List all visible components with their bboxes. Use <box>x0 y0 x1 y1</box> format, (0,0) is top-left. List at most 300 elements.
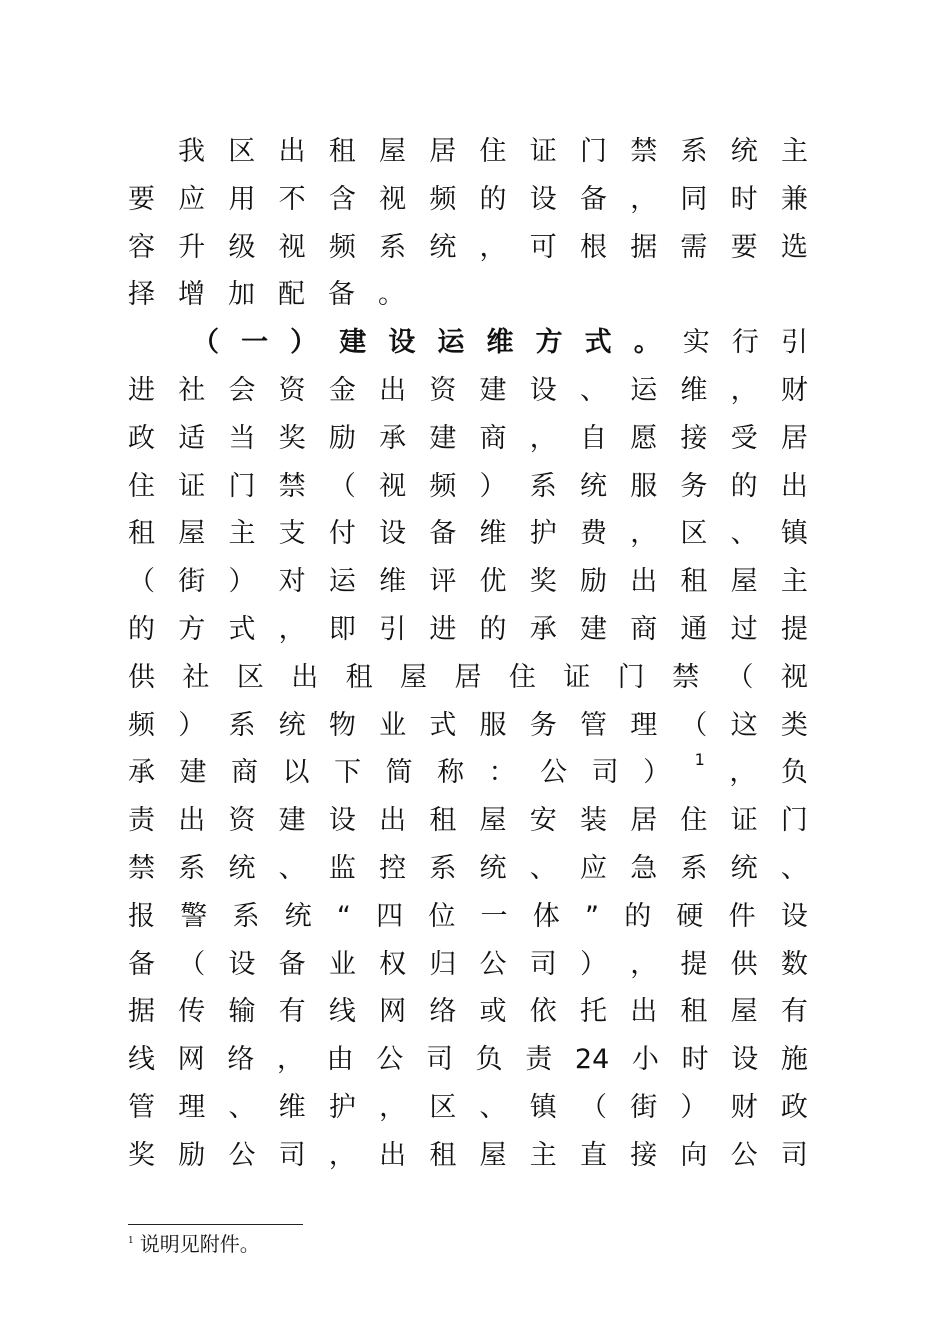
text-char: 权 <box>379 948 407 980</box>
text-char: 公 <box>540 757 568 789</box>
text-char: 有 <box>780 996 808 1028</box>
text-char: 、 <box>278 852 306 884</box>
text-char: 租 <box>680 566 708 598</box>
text-char: 门 <box>617 661 645 693</box>
text-char: ， <box>276 1044 304 1076</box>
text-line <box>128 1132 808 1180</box>
text-char: 备 <box>579 183 607 215</box>
text-line <box>128 463 808 511</box>
text-char: 社 <box>178 374 206 406</box>
heading-line-rest-char: 行 <box>731 327 759 359</box>
text-char: 物 <box>328 709 356 741</box>
text-char: 租 <box>429 805 457 837</box>
text-char: 硬 <box>676 900 704 932</box>
text-line <box>128 845 808 893</box>
text-char: 归 <box>429 948 457 980</box>
text-char: 禁 <box>128 852 155 884</box>
text-char: 评 <box>429 566 457 598</box>
text-char: 警 <box>180 900 208 932</box>
text-char: 当 <box>228 422 256 454</box>
text-char: 接 <box>680 422 708 454</box>
text-char: 设 <box>731 1044 759 1076</box>
text-char: 司 <box>425 1044 453 1076</box>
text-char: 维 <box>479 518 507 550</box>
text-char: 屋 <box>479 1139 507 1171</box>
text-char: （ <box>726 661 754 693</box>
text-char: 屋 <box>730 566 758 598</box>
text-line <box>128 1084 808 1132</box>
section-heading-char: 一 <box>241 327 269 359</box>
text-char: 出 <box>630 996 658 1028</box>
text-char: 系 <box>178 852 206 884</box>
text-char: 统 <box>429 231 457 263</box>
text-char: 管 <box>128 1091 155 1123</box>
text-char: 频 <box>328 231 356 263</box>
text-char: 系 <box>232 900 260 932</box>
text-char: 装 <box>579 805 607 837</box>
text-char: 这 <box>730 709 758 741</box>
text-char: 资 <box>228 805 256 837</box>
text-char: 统 <box>579 470 607 502</box>
text-char: 依 <box>529 996 557 1028</box>
text-char: 政 <box>780 1091 808 1123</box>
text-char: 承 <box>379 422 407 454</box>
text-char: ， <box>729 757 757 789</box>
text-char: 出 <box>379 805 407 837</box>
text-char: 提 <box>680 948 708 980</box>
text-char: 镇 <box>529 1091 557 1123</box>
text-char: 奖 <box>128 1139 155 1171</box>
text-char: 根 <box>579 231 607 263</box>
text-char: 进 <box>128 374 155 406</box>
text-char: 频 <box>429 183 457 215</box>
text-char: 护 <box>328 1091 356 1123</box>
text-char: 择 <box>128 279 155 311</box>
text-char: 出 <box>178 805 206 837</box>
text-char: 备 <box>429 518 457 550</box>
text-char: 街 <box>630 1091 658 1123</box>
text-char: 统 <box>284 900 312 932</box>
text-char: 施 <box>780 1044 808 1076</box>
text-char: 系 <box>429 852 457 884</box>
text-char: 务 <box>680 470 708 502</box>
text-char: 四 <box>376 900 404 932</box>
text-char: 设 <box>228 948 256 980</box>
text-char: 建 <box>278 805 306 837</box>
text-char: 监 <box>328 852 356 884</box>
text-char: ， <box>630 518 658 550</box>
text-char: 责 <box>128 805 155 837</box>
text-char: 司 <box>591 757 619 789</box>
text-char: 镇 <box>780 518 808 550</box>
text-char: 街 <box>178 566 206 598</box>
text-char: 用 <box>228 183 256 215</box>
text-char: 急 <box>630 852 658 884</box>
text-line <box>128 271 808 319</box>
text-char: 24 <box>574 1044 610 1076</box>
text-char: 据 <box>630 231 658 263</box>
text-char: 位 <box>428 900 456 932</box>
text-char: 租 <box>345 661 373 693</box>
text-char: 主 <box>780 566 808 598</box>
text-char: 式 <box>429 709 457 741</box>
text-char: 租 <box>680 996 708 1028</box>
text-char: 司 <box>278 1139 306 1171</box>
text-line <box>128 415 808 463</box>
text-char: 级 <box>228 231 256 263</box>
text-char: 资 <box>429 374 457 406</box>
text-char: 系 <box>680 136 708 167</box>
text-char: 络 <box>227 1044 255 1076</box>
text-char: 主 <box>781 136 808 167</box>
text-char: 门 <box>228 470 256 502</box>
text-char: 励 <box>178 1139 206 1171</box>
heading-line-rest-char: 实 <box>682 327 710 359</box>
text-char: 系 <box>379 231 407 263</box>
text-char: 社 <box>182 661 210 693</box>
text-char: 的 <box>128 613 155 645</box>
text-char: 屋 <box>178 518 206 550</box>
text-char: 区 <box>429 1091 457 1123</box>
text-char: （ <box>579 1091 607 1123</box>
text-char: 出 <box>630 566 658 598</box>
text-char: 设 <box>379 518 407 550</box>
text-char: 络 <box>429 996 457 1028</box>
text-char: 屋 <box>379 136 406 167</box>
text-char: 责 <box>525 1044 553 1076</box>
text-char: 设 <box>529 183 557 215</box>
text-char: 统 <box>730 136 758 167</box>
text-char: 租 <box>429 1139 457 1171</box>
text-line <box>128 510 808 558</box>
text-char: 励 <box>579 566 607 598</box>
text-char: 设 <box>529 374 557 406</box>
text-char: 备 <box>278 948 306 980</box>
text-char: 、 <box>730 518 758 550</box>
text-char: 。 <box>378 279 405 311</box>
text-char: 安 <box>529 805 557 837</box>
text-char: 接 <box>630 1139 658 1171</box>
text-char: 对 <box>278 566 306 598</box>
text-char: 会 <box>228 374 256 406</box>
text-char: 应 <box>178 183 206 215</box>
text-char: 禁 <box>630 136 658 167</box>
text-line <box>128 1036 808 1084</box>
text-char: 住 <box>508 661 536 693</box>
text-char: ， <box>529 422 557 454</box>
text-char: ， <box>630 183 658 215</box>
section-heading-char: 方 <box>535 327 563 359</box>
text-char: 建 <box>429 422 457 454</box>
text-char: 引 <box>379 613 407 645</box>
text-char: 管 <box>579 709 607 741</box>
text-char: 一 <box>480 900 508 932</box>
text-char: 的 <box>479 613 507 645</box>
text-char: 统 <box>730 852 758 884</box>
text-char: 网 <box>177 1044 205 1076</box>
text-char: （ <box>328 470 356 502</box>
text-char: 数 <box>780 948 808 980</box>
text-char: 托 <box>579 996 607 1028</box>
text-char: 屋 <box>479 805 507 837</box>
text-char: 据 <box>128 996 155 1028</box>
text-char: 区 <box>228 136 256 167</box>
section-heading-char: ） <box>290 327 318 359</box>
text-char: 屋 <box>730 996 758 1028</box>
text-char: 视 <box>780 661 808 693</box>
text-char: 报 <box>128 900 155 932</box>
text-char: 类 <box>780 709 808 741</box>
text-char: 门 <box>580 136 607 167</box>
text-char: 出 <box>379 1139 407 1171</box>
text-char: ， <box>630 948 658 980</box>
text-char: 小 <box>631 1044 659 1076</box>
text-char: 线 <box>328 996 356 1028</box>
text-char: 居 <box>630 805 658 837</box>
text-char: 理 <box>630 709 658 741</box>
text-char: 建 <box>179 757 207 789</box>
text-char: 要 <box>128 183 155 215</box>
text-line <box>128 367 808 415</box>
text-char: 增 <box>178 279 205 311</box>
text-char: 公 <box>228 1139 256 1171</box>
text-char: 直 <box>579 1139 607 1171</box>
section-heading-line <box>128 319 808 367</box>
text-char: 即 <box>328 613 356 645</box>
text-char: 资 <box>278 374 306 406</box>
text-char: 禁 <box>278 470 306 502</box>
text-char: 负 <box>780 757 808 789</box>
footnote <box>128 1231 260 1262</box>
section-heading-char: 。 <box>633 327 661 359</box>
text-char: 兼 <box>780 183 808 215</box>
text-char: 统 <box>479 852 507 884</box>
footnote-ref-line <box>128 749 808 797</box>
text-char: 租 <box>128 518 155 550</box>
text-char: ， <box>479 231 507 263</box>
text-char: 护 <box>529 518 557 550</box>
text-char: 住 <box>479 136 507 167</box>
text-char: 由 <box>326 1044 354 1076</box>
text-char: 证 <box>178 470 206 502</box>
text-char: 供 <box>730 948 758 980</box>
text-char: ” <box>584 900 599 932</box>
text-char: 适 <box>178 422 206 454</box>
text-char: 应 <box>579 852 607 884</box>
text-char: 线 <box>128 1044 155 1076</box>
text-char: 设 <box>780 900 808 932</box>
text-char: 、 <box>479 1091 507 1123</box>
text-char: 不 <box>278 183 306 215</box>
text-char: 务 <box>529 709 557 741</box>
text-char: “ <box>336 900 351 932</box>
text-char: 建 <box>579 613 607 645</box>
text-char: 付 <box>328 518 356 550</box>
footnote-mark: 1 <box>128 1236 134 1246</box>
text-char: 禁 <box>672 661 700 693</box>
text-line <box>128 606 808 654</box>
text-char: （ <box>128 566 155 598</box>
text-char: 称 <box>437 757 465 789</box>
section-heading-char: 维 <box>486 327 514 359</box>
text-char: 屋 <box>400 661 428 693</box>
text-char: 居 <box>780 422 808 454</box>
text-char: 频 <box>128 709 155 741</box>
text-char: 励 <box>328 422 356 454</box>
text-char: （ <box>178 948 206 980</box>
text-char: 证 <box>730 805 758 837</box>
text-char: 我 <box>178 136 205 167</box>
text-char: 时 <box>730 183 758 215</box>
section-heading-char: 设 <box>388 327 416 359</box>
text-char: 支 <box>278 518 306 550</box>
text-char: 的 <box>624 900 652 932</box>
text-char: 证 <box>563 661 591 693</box>
text-line <box>128 558 808 606</box>
text-char: 容 <box>128 231 155 263</box>
text-char: 公 <box>376 1044 404 1076</box>
text-char: 维 <box>379 566 407 598</box>
text-char: 方 <box>178 613 206 645</box>
text-char: 住 <box>680 805 708 837</box>
section-heading-char: 运 <box>437 327 465 359</box>
text-char: 商 <box>479 422 507 454</box>
text-char: 网 <box>379 996 407 1028</box>
text-char: 出 <box>780 470 808 502</box>
text-char: （ <box>680 709 708 741</box>
text-line <box>128 702 808 750</box>
text-char: 选 <box>780 231 808 263</box>
text-char: 视 <box>379 470 407 502</box>
text-char: 视 <box>278 231 306 263</box>
text-char: 以 <box>282 757 310 789</box>
text-char: 出 <box>291 661 319 693</box>
text-char: 体 <box>532 900 560 932</box>
text-char: 配 <box>278 279 305 311</box>
text-char: 件 <box>728 900 756 932</box>
text-char: 业 <box>379 709 407 741</box>
text-char: 出 <box>278 136 306 167</box>
text-char: 设 <box>328 805 356 837</box>
body-text <box>128 128 808 1180</box>
text-char: 简 <box>385 757 413 789</box>
text-char: 统 <box>278 709 306 741</box>
text-char: 居 <box>454 661 482 693</box>
text-char: 运 <box>630 374 658 406</box>
text-char: 商 <box>630 613 658 645</box>
footnote-text: 说明见附件。 <box>139 1232 260 1256</box>
text-char: ） <box>680 1091 708 1123</box>
text-line <box>128 128 808 176</box>
text-char: 承 <box>529 613 557 645</box>
text-char: 维 <box>680 374 708 406</box>
text-char: ， <box>379 1091 407 1123</box>
text-char: 出 <box>379 374 407 406</box>
text-char: 奖 <box>529 566 557 598</box>
text-char: 控 <box>379 852 407 884</box>
text-char: 维 <box>278 1091 306 1123</box>
section-heading-char: 式 <box>584 327 612 359</box>
text-char: 司 <box>780 1139 808 1171</box>
text-char: 优 <box>479 566 507 598</box>
text-line <box>128 893 808 941</box>
text-char: 有 <box>278 996 306 1028</box>
text-char: 财 <box>780 374 808 406</box>
text-char: 系 <box>529 470 557 502</box>
text-char: 司 <box>529 948 557 980</box>
text-char: ） <box>643 757 671 789</box>
text-char: 商 <box>231 757 259 789</box>
text-char: 公 <box>479 948 507 980</box>
text-char: ， <box>328 1139 356 1171</box>
text-char: 愿 <box>630 422 658 454</box>
text-char: 下 <box>334 757 362 789</box>
text-char: ： <box>488 757 516 789</box>
text-char: 服 <box>479 709 507 741</box>
text-char: 或 <box>479 996 507 1028</box>
text-char: 需 <box>680 231 708 263</box>
text-char: 可 <box>529 231 557 263</box>
text-line <box>128 797 808 845</box>
section-heading-char: （ <box>192 327 219 359</box>
text-char: 、 <box>529 852 557 884</box>
text-char: 业 <box>328 948 356 980</box>
text-char: 备 <box>328 279 355 311</box>
text-char: 过 <box>730 613 758 645</box>
text-char: 奖 <box>278 422 306 454</box>
text-char: ， <box>278 613 306 645</box>
text-char: 式 <box>228 613 256 645</box>
text-char: 金 <box>328 374 356 406</box>
text-char: 主 <box>529 1139 557 1171</box>
text-char: 统 <box>228 852 256 884</box>
text-char: 居 <box>429 136 457 167</box>
text-char: 升 <box>178 231 206 263</box>
text-char: 提 <box>780 613 808 645</box>
text-char: 、 <box>579 374 607 406</box>
text-char: 主 <box>228 518 256 550</box>
text-char: 供 <box>128 661 155 693</box>
text-char: 区 <box>236 661 264 693</box>
text-char: 输 <box>228 996 256 1028</box>
text-char: ） <box>479 470 507 502</box>
text-char: 费 <box>579 518 607 550</box>
text-char: 负 <box>475 1044 503 1076</box>
text-char: 、 <box>228 1091 256 1123</box>
footnote-separator <box>128 1224 303 1225</box>
text-char: 时 <box>681 1044 709 1076</box>
text-char: 自 <box>579 422 607 454</box>
text-char: 视 <box>379 183 407 215</box>
text-char: 公 <box>730 1139 758 1171</box>
text-char: 系 <box>228 709 256 741</box>
text-char: 、 <box>780 852 808 884</box>
text-char: 系 <box>680 852 708 884</box>
section-heading-char: 建 <box>339 327 367 359</box>
text-char: 的 <box>479 183 507 215</box>
text-char: 理 <box>178 1091 206 1123</box>
text-char: 要 <box>730 231 758 263</box>
text-char: 受 <box>730 422 758 454</box>
text-char: 进 <box>429 613 457 645</box>
text-char: 建 <box>479 374 507 406</box>
text-line <box>128 654 808 702</box>
text-char: 同 <box>680 183 708 215</box>
text-line <box>128 224 808 272</box>
footnote-reference[interactable]: 1 <box>694 750 705 770</box>
text-char: 承 <box>128 757 155 789</box>
text-char: 运 <box>328 566 356 598</box>
